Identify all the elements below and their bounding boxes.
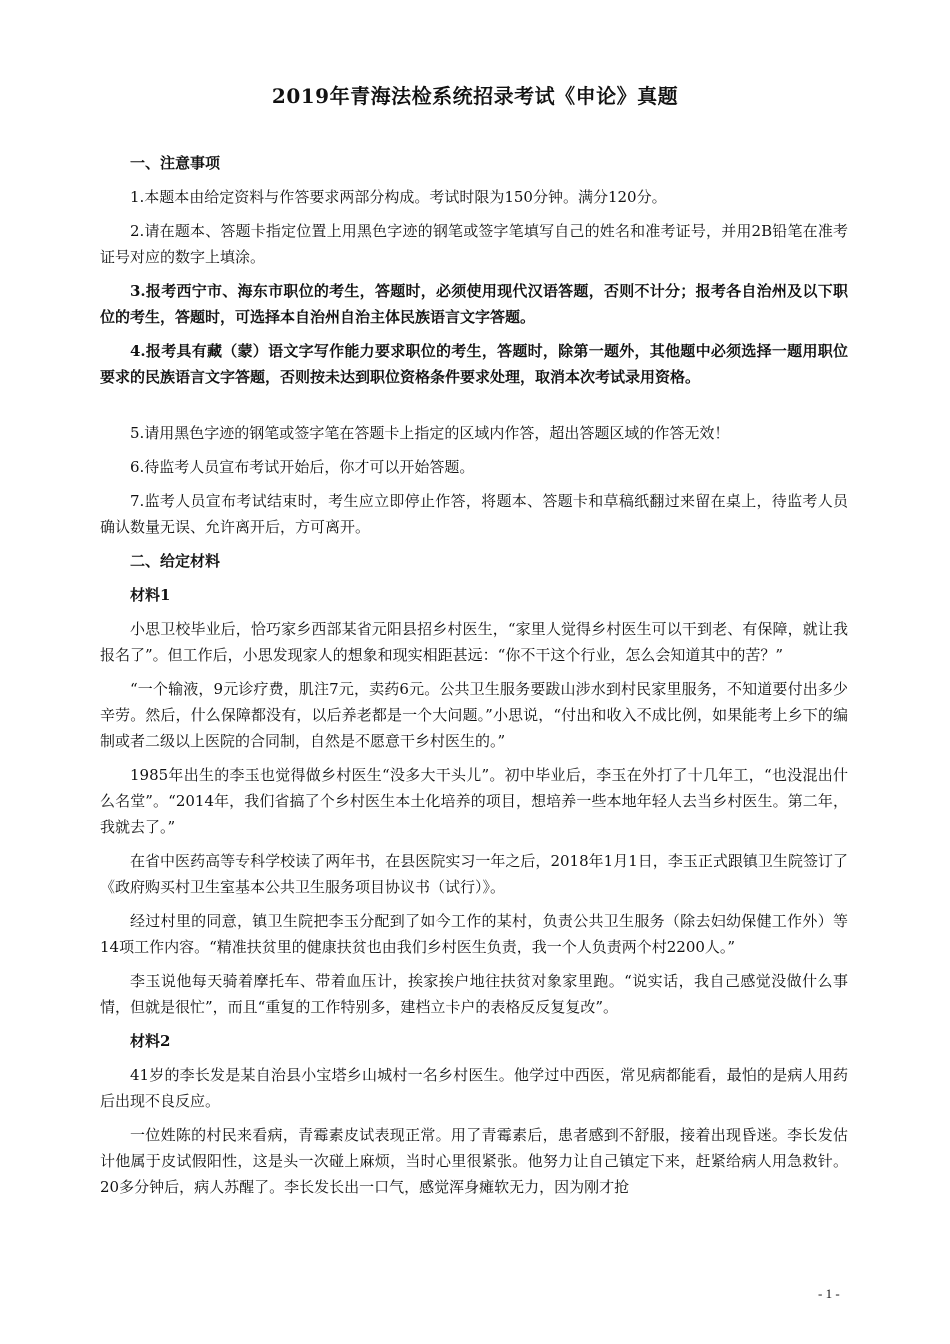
material-2-heading: 材料2 [130,1032,171,1050]
section-heading-materials: 二、给定材料 [130,552,221,570]
note-item: 6.待监考人员宣布考试开始后，你才可以开始答题。 [130,458,475,476]
note-item: 5.请用黑色字迹的钢笔或签字笔在答题卡上指定的区域内作答，超出答题区域的作答无效！ [130,424,730,442]
document-body [100,150,848,1208]
material-paragraph: 小思卫校毕业后，恰巧家乡西部某省元阳县招乡村医生，“家里人觉得乡村医生可以干到老、有保障，就让我报名了”。但工作后，小思发现家人的想象和现实相距甚远：“你不干这个行业，怎么会知道其中的苦？” [100,620,848,664]
material-paragraph: 经过村里的同意，镇卫生院把李玉分配到了如今工作的某村，负责公共卫生服务（除去妇幼保健工作外）等14项工作内容。“精准扶贫里的健康扶贫也由我们乡村医生负责，我一个人负责两个村2200人。” [100,912,848,956]
section-heading-notes: 一、注意事项 [130,154,221,172]
page-title: 2019年青海法检系统招录考试《申论》真题 [271,84,679,108]
material-paragraph: 在省中医药高等专科学校读了两年书，在县医院实习一年之后，2018年1月1日，李玉正式跟镇卫生院签订了《政府购买村卫生室基本公共卫生服务项目协议书（试行）》。 [100,852,848,896]
note-item: 1.本题本由给定资料与作答要求两部分构成。考试时限为150分钟。满分120分。 [130,188,667,206]
note-item: 2.请在题本、答题卡指定位置上用黑色字迹的钢笔或签字笔填写自己的姓名和准考证号，并用2B铅笔在准考证号对应的数字上填涂。 [100,222,848,266]
note-item-bold: 4.报考具有藏（蒙）语文字写作能力要求职位的考生，答题时，除第一题外，其他题中必须选择一题用职位要求的民族语言文字答题，否则按未达到职位资格条件要求处理，取消本次考试录用资格。 [100,342,848,386]
note-item-bold: 3.报考西宁市、海东市职位的考生，答题时，必须使用现代汉语答题，否则不计分；报考各自治州及以下职位的考生，答题时，可选择本自治州自治主体民族语言文字答题。 [100,282,848,326]
material-1-heading: 材料1 [130,586,171,604]
material-paragraph: “一个输液，9元诊疗费，肌注7元，卖药6元。公共卫生服务要跋山涉水到村民家里服务，不知道要付出多少辛劳。然后，什么保障都没有，以后养老都是一个大问题。”小思说，“付出和收入不成比例，如果能考上乡下的编制或者二级以上医院的合同制，自然是不愿意干乡村医生的。” [100,680,848,750]
material-paragraph: 一位姓陈的村民来看病，青霉素皮试表现正常。用了青霉素后，患者感到不舒服，接着出现昏迷。李长发估计他属于皮试假阳性，这是头一次碰上麻烦，当时心里很紧张。他努力让自己镇定下来，赶紧给病人用急救针。20多分钟后，病人苏醒了。李长发长出一口气，感觉浑身瘫软无力，因为刚才抢 [100,1126,848,1196]
page-number: - 1 - [818,1286,840,1301]
note-item: 7.监考人员宣布考试结束时，考生应立即停止作答，将题本、答题卡和草稿纸翻过来留在桌上，待监考人员确认数量无误、允许离开后，方可离开。 [100,492,848,536]
material-paragraph: 李玉说他每天骑着摩托车、带着血压计，挨家挨户地往扶贫对象家里跑。“说实话，我自己感觉没做什么事情，但就是很忙”，而且“重复的工作特别多，建档立卡户的表格反反复复改”。 [100,972,848,1016]
material-paragraph: 1985年出生的李玉也觉得做乡村医生“没多大干头儿”。初中毕业后，李玉在外打了十几年工，“也没混出什么名堂”。“2014年，我们省搞了个乡村医生本土化培养的项目，想培养一些本地年轻人去当乡村医生。第二年，我就去了。” [100,766,848,836]
material-paragraph: 41岁的李长发是某自治县小宝塔乡山城村一名乡村医生。他学过中西医，常见病都能看，最怕的是病人用药后出现不良反应。 [100,1066,848,1110]
